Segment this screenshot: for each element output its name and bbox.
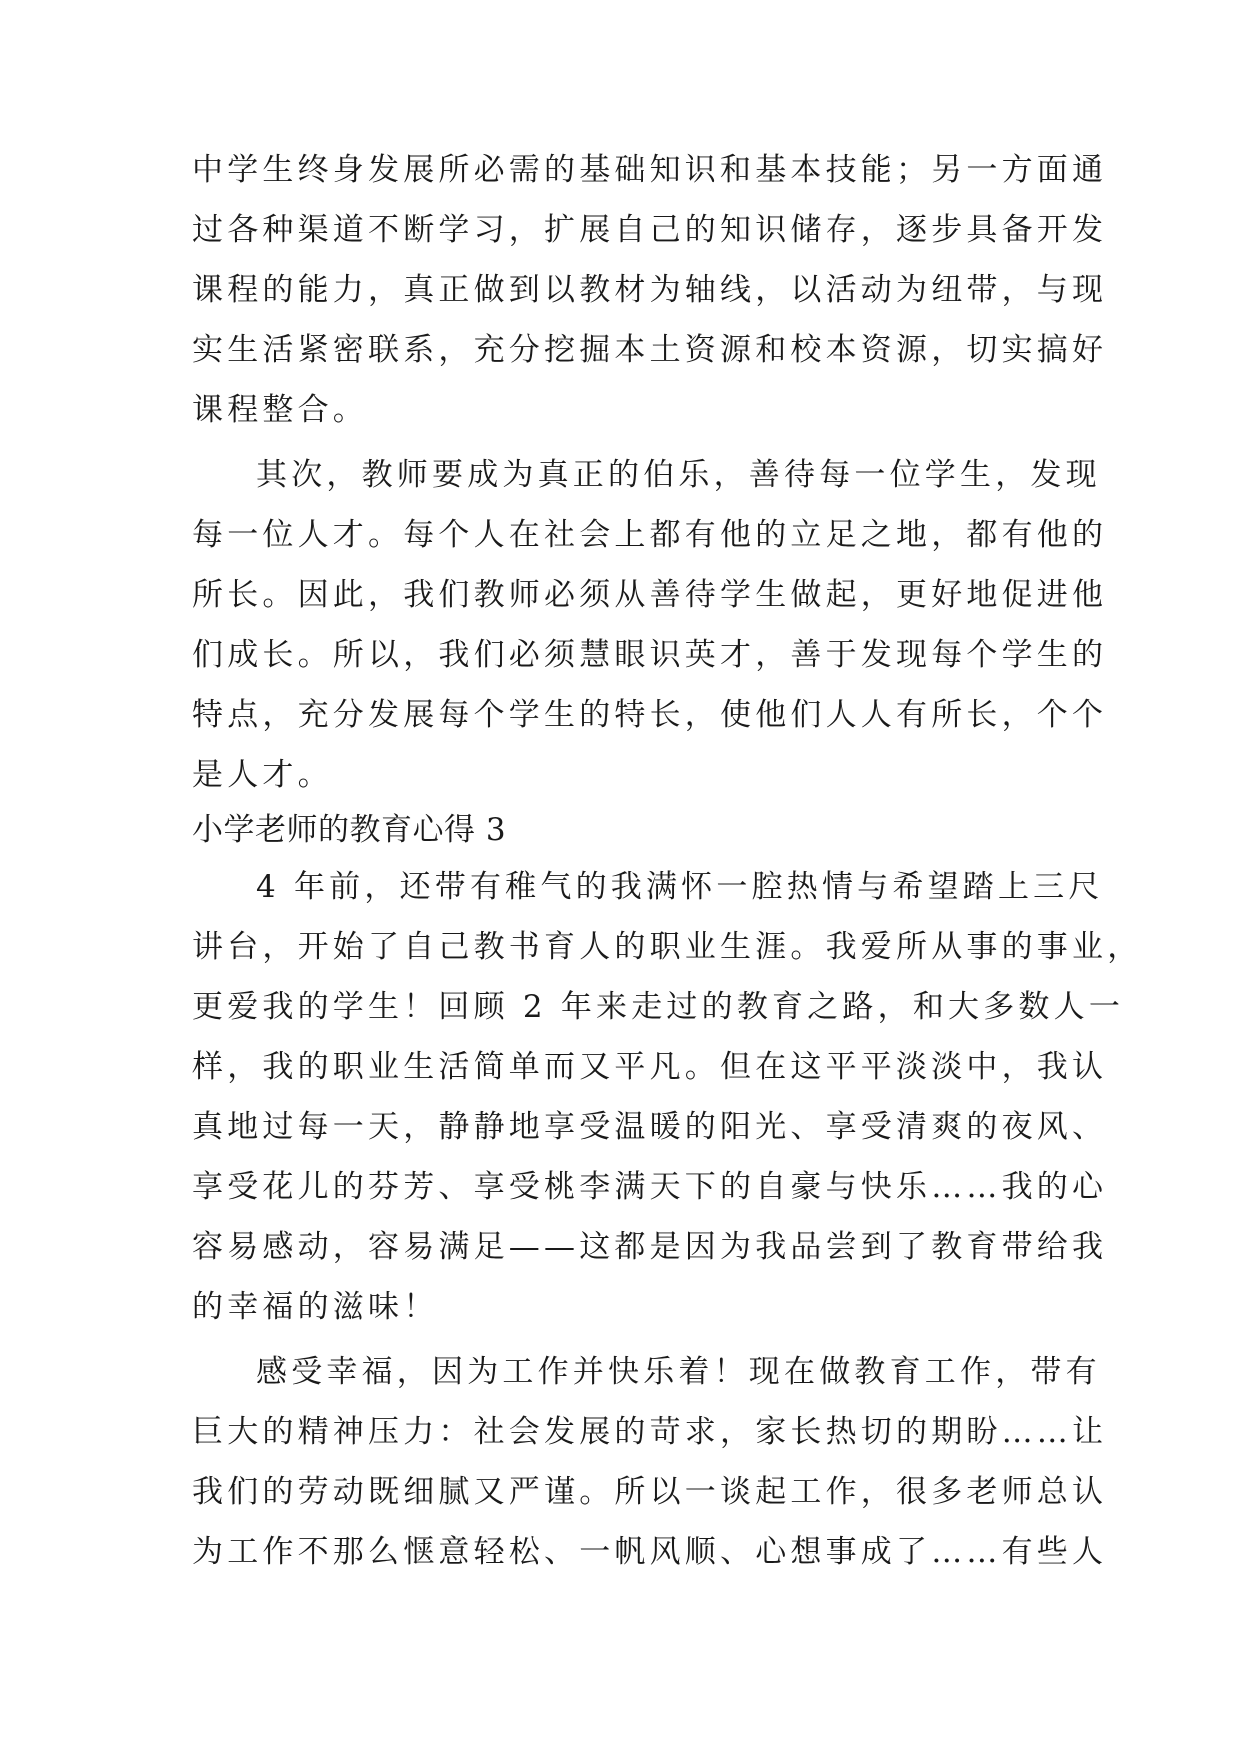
text-line: 容易感动，容易满足——这都是因为我品尝到了教育带给我 xyxy=(192,1229,1108,1265)
text-line: 享受花儿的芬芳、享受桃李满天下的自豪与快乐……我的心 xyxy=(192,1169,1108,1205)
text-line: 4 年前，还带有稚气的我满怀一腔热情与希望踏上三尺 xyxy=(256,869,1104,905)
text-line: 真地过每一天，静静地享受温暖的阳光、享受清爽的夜风、 xyxy=(192,1109,1108,1145)
text-line: 实生活紧密联系，充分挖掘本土资源和校本资源，切实搞好 xyxy=(192,332,1108,368)
text-line: 感受幸福，因为工作并快乐着！现在做教育工作，带有 xyxy=(256,1354,1101,1390)
text-line: 过各种渠道不断学习，扩展自己的知识储存，逐步具备开发 xyxy=(192,212,1108,248)
text-line: 我们的劳动既细腻又严谨。所以一谈起工作，很多老师总认 xyxy=(192,1474,1108,1510)
text-line: 讲台，开始了自己教书育人的职业生涯。我爱所从事的事业， xyxy=(192,929,1143,965)
text-line: 中学生终身发展所必需的基础知识和基本技能；另一方面通 xyxy=(192,152,1108,188)
text-line: 其次，教师要成为真正的伯乐，善待每一位学生，发现 xyxy=(256,457,1101,493)
text-line: 课程的能力，真正做到以教材为轴线，以活动为纽带，与现 xyxy=(192,272,1108,308)
text-line: 们成长。所以，我们必须慧眼识英才，善于发现每个学生的 xyxy=(192,637,1108,673)
text-line: 为工作不那么惬意轻松、一帆风顺、心想事成了……有些人 xyxy=(192,1534,1108,1570)
text-line: 更爱我的学生！回顾 2 年来走过的教育之路，和大多数人一 xyxy=(192,989,1125,1025)
text-line: 每一位人才。每个人在社会上都有他的立足之地，都有他的 xyxy=(192,517,1108,553)
text-line: 巨大的精神压力：社会发展的苛求，家长热切的期盼……让 xyxy=(192,1414,1108,1450)
section-heading: 小学老师的教育心得 3 xyxy=(192,812,507,848)
text-line: 特点，充分发展每个学生的特长，使他们人人有所长，个个 xyxy=(192,697,1108,733)
text-line: 所长。因此，我们教师必须从善待学生做起，更好地促进他 xyxy=(192,577,1108,613)
text-line: 的幸福的滋味！ xyxy=(192,1289,439,1325)
text-line: 样，我的职业生活简单而又平凡。但在这平平淡淡中，我认 xyxy=(192,1049,1108,1085)
text-line: 是人才。 xyxy=(192,757,333,793)
text-line: 课程整合。 xyxy=(192,392,368,428)
